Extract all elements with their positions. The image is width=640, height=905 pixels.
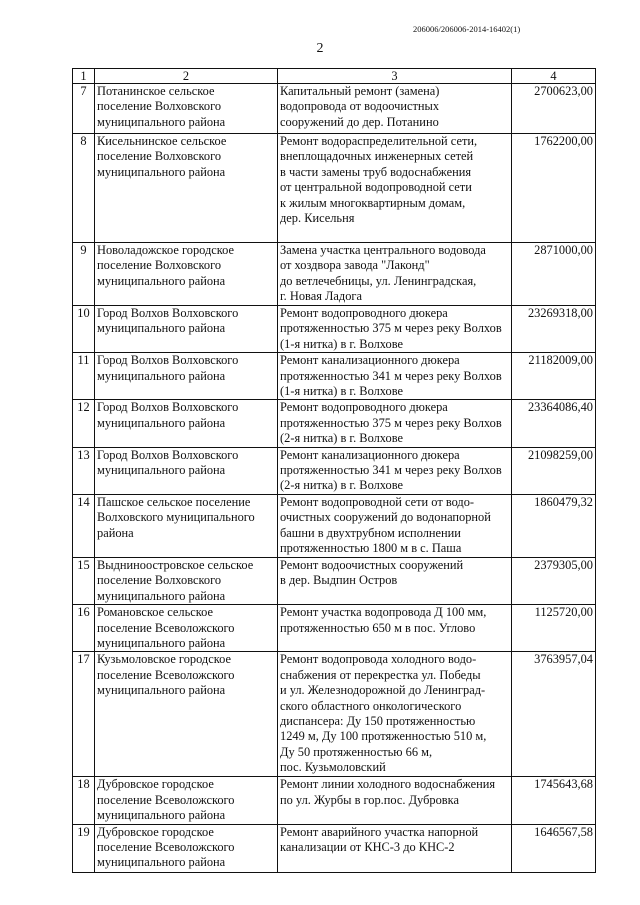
description-line: протяженностью 375 м через реку Волхов [280,321,502,336]
table-row [73,243,596,306]
description-cell [278,306,512,353]
description-cell [278,400,512,447]
row-number: 12 [73,400,95,447]
description-line: Ремонт канализационного дюкера [280,353,460,368]
municipality-line: муниципального района [97,415,226,430]
table-row [73,777,596,824]
description-line: очистных сооружений до водонапорной [280,510,491,525]
table-row [73,447,596,494]
description-line: канализации от КНС-3 до КНС-2 [280,839,455,854]
description-line: пос. Кузьмоловский [280,760,386,775]
row-number: 14 [73,494,95,557]
row-number: 13 [73,447,95,494]
municipality-line: Кузьмоловское городское [97,652,231,667]
description-line: водопровода от водоочистных [280,99,440,114]
amount-cell: 1762200,00 [512,134,596,243]
municipality-cell [95,777,278,824]
description-line: Ремонт водопроводного дюкера [280,306,448,320]
description-line: (2-я нитка) в г. Волхове [280,478,403,493]
description-line: Ремонт аварийного участка напорной [280,824,479,839]
municipality-line: поселение Волховского [97,99,222,114]
description-line: до ветлечебницы, ул. Ленинградская, [280,273,477,288]
row-number: 16 [73,605,95,652]
municipality-line: муниципального района [97,321,226,336]
table-row [73,652,596,777]
municipality-line: поселение Волховского [97,573,222,588]
description-line: дер. Кисельня [280,211,355,226]
description-line: Ремонт линии холодного водоснабжения [280,777,496,792]
row-number: 8 [73,134,95,243]
description-cell [278,652,512,777]
amount-cell: 2871000,00 [512,243,596,306]
municipality-line: Город Волхов Волховского [97,447,239,462]
municipality-line: муниципального района [97,635,226,650]
row-number: 10 [73,306,95,353]
column-header: 2 [95,69,278,84]
municipality-cell [95,824,278,872]
row-number: 15 [73,557,95,604]
description-cell [278,353,512,400]
municipality-line: муниципального района [97,368,226,383]
description-line: Капитальный ремонт (замена) [280,84,440,98]
description-line: в части замены труб водоснабжения [280,164,472,179]
municipality-cell [95,605,278,652]
description-cell [278,243,512,306]
description-line: протяженностью 650 м в пос. Углово [280,620,476,635]
description-line: Замена участка центрального водовода [280,243,486,257]
amount-cell: 1646567,58 [512,824,596,872]
municipality-line: поселение Всеволожского [97,667,235,682]
municipality-line: Волховского муниципального [97,510,255,525]
table-row [73,557,596,604]
municipality-line: Выдниноостровское сельское [97,557,254,572]
municipality-line: поселение Всеволожского [97,792,235,807]
page-number: 2 [316,41,324,56]
description-line: Ремонт водопроводного дюкера [280,400,448,415]
municipality-line: Кисельнинское сельское [97,134,227,148]
municipality-line: муниципального района [97,855,226,870]
municipality-cell [95,84,278,134]
municipality-line: муниципального района [97,588,226,603]
row-number: 7 [73,84,95,134]
municipality-cell [95,447,278,494]
row-number: 17 [73,652,95,777]
municipality-line: Город Волхов Волховского [97,400,239,415]
description-cell [278,824,512,872]
description-line: от центральной водопроводной сети [280,180,472,195]
description-cell [278,605,512,652]
description-line: ского областного онкологического [280,698,462,713]
table-row [73,306,596,353]
description-line: Ду 50 протяженностью 66 м, [280,744,433,759]
table-row [73,400,596,447]
row-number: 11 [73,353,95,400]
municipality-line: Пашское сельское поселение [97,494,251,509]
table-row [73,824,596,872]
municipality-line: Новоладожское городское [97,243,235,257]
table-header-row [73,69,596,84]
description-cell [278,777,512,824]
municipality-cell [95,652,278,777]
municipality-cell [95,306,278,353]
funding-table [72,68,596,873]
municipality-line: Город Волхов Волховского [97,306,239,320]
description-line: Ремонт канализационного дюкера [280,447,460,462]
municipality-line: поселение Волховского [97,258,222,273]
municipality-line: муниципального района [97,114,226,129]
amount-cell: 1125720,00 [512,605,596,652]
description-line: протяженностью 375 м через реку Волхов [280,415,502,430]
description-line: протяженностью 1800 м в с. Паша [280,541,462,556]
municipality-line: Романовское сельское [97,605,213,620]
description-line: Ремонт водопровода холодного водо- [280,652,477,667]
municipality-line: Дубровское городское [97,824,214,839]
description-line: башни в двухтрубном исполнении [280,525,461,540]
municipality-cell [95,494,278,557]
row-number: 19 [73,824,95,872]
description-line: Ремонт участка водопровода Д 100 мм, [280,605,487,620]
municipality-cell [95,243,278,306]
description-line: протяженностью 341 м через реку Волхов [280,368,502,383]
municipality-line: Дубровское городское [97,777,214,792]
municipality-line: Потанинское сельское [97,84,215,98]
row-number: 9 [73,243,95,306]
row-number: 18 [73,777,95,824]
description-line: от хоздвора завода "Лаконд" [280,258,430,273]
column-header: 4 [512,69,596,84]
amount-cell: 23269318,00 [512,306,596,353]
table-row [73,494,596,557]
table-row [73,134,596,243]
municipality-line: муниципального района [97,164,226,179]
description-line: Ремонт водоочистных сооружений [280,557,464,572]
description-line: г. Новая Ладога [280,289,362,304]
description-line: снабжения от перекрестка ул. Победы [280,667,481,682]
table-row [73,84,596,134]
amount-cell: 2700623,00 [512,84,596,134]
municipality-line: района [97,525,134,540]
amount-cell: 2379305,00 [512,557,596,604]
municipality-cell [95,557,278,604]
description-line: (2-я нитка) в г. Волхове [280,431,403,446]
amount-cell: 3763957,04 [512,652,596,777]
description-line: 1249 м, Ду 100 протяженностью 510 м, [280,729,487,744]
municipality-line: поселение Волховского [97,149,222,164]
municipality-line: поселение Всеволожского [97,620,235,635]
description-line: (1-я нитка) в г. Волхове [280,336,403,351]
description-cell [278,557,512,604]
description-line: в дер. Выдпин Остров [280,573,398,588]
municipality-line: муниципального района [97,273,226,288]
municipality-line: муниципального района [97,463,226,478]
description-line: к жилым многоквартирным домам, [280,195,466,210]
description-line: по ул. Журбы в гор.пос. Дубровка [280,792,459,807]
municipality-cell [95,400,278,447]
column-header: 3 [278,69,512,84]
description-line: диспансера: Ду 150 протяженностью [280,713,476,728]
amount-cell: 23364086,40 [512,400,596,447]
table-row [73,353,596,400]
description-line: Ремонт водопроводной сети от водо- [280,494,475,509]
description-line: и ул. Железнодорожной до Ленинград- [280,683,486,698]
description-line: Ремонт водораспределительной сети, [280,134,478,148]
description-cell [278,447,512,494]
amount-cell: 21098259,00 [512,447,596,494]
municipality-line: Город Волхов Волховского [97,353,239,368]
description-cell [278,84,512,134]
municipality-cell [95,353,278,400]
description-cell [278,134,512,243]
description-cell [278,494,512,557]
description-line: протяженностью 341 м через реку Волхов [280,463,502,478]
amount-cell: 1860479,32 [512,494,596,557]
description-line: (1-я нитка) в г. Волхове [280,384,403,399]
amount-cell: 21182009,00 [512,353,596,400]
amount-cell: 1745643,68 [512,777,596,824]
table-row [73,605,596,652]
description-line: сооружений до дер. Потанино [280,114,439,129]
document-id: 206006/206006-2014-16402(1) [413,24,521,34]
municipality-line: поселение Всеволожского [97,839,235,854]
municipality-line: муниципального района [97,683,226,698]
municipality-cell [95,134,278,243]
municipality-line: муниципального района [97,808,226,823]
description-line: внеплощадочных инженерных сетей [280,149,474,164]
column-header: 1 [73,69,95,84]
